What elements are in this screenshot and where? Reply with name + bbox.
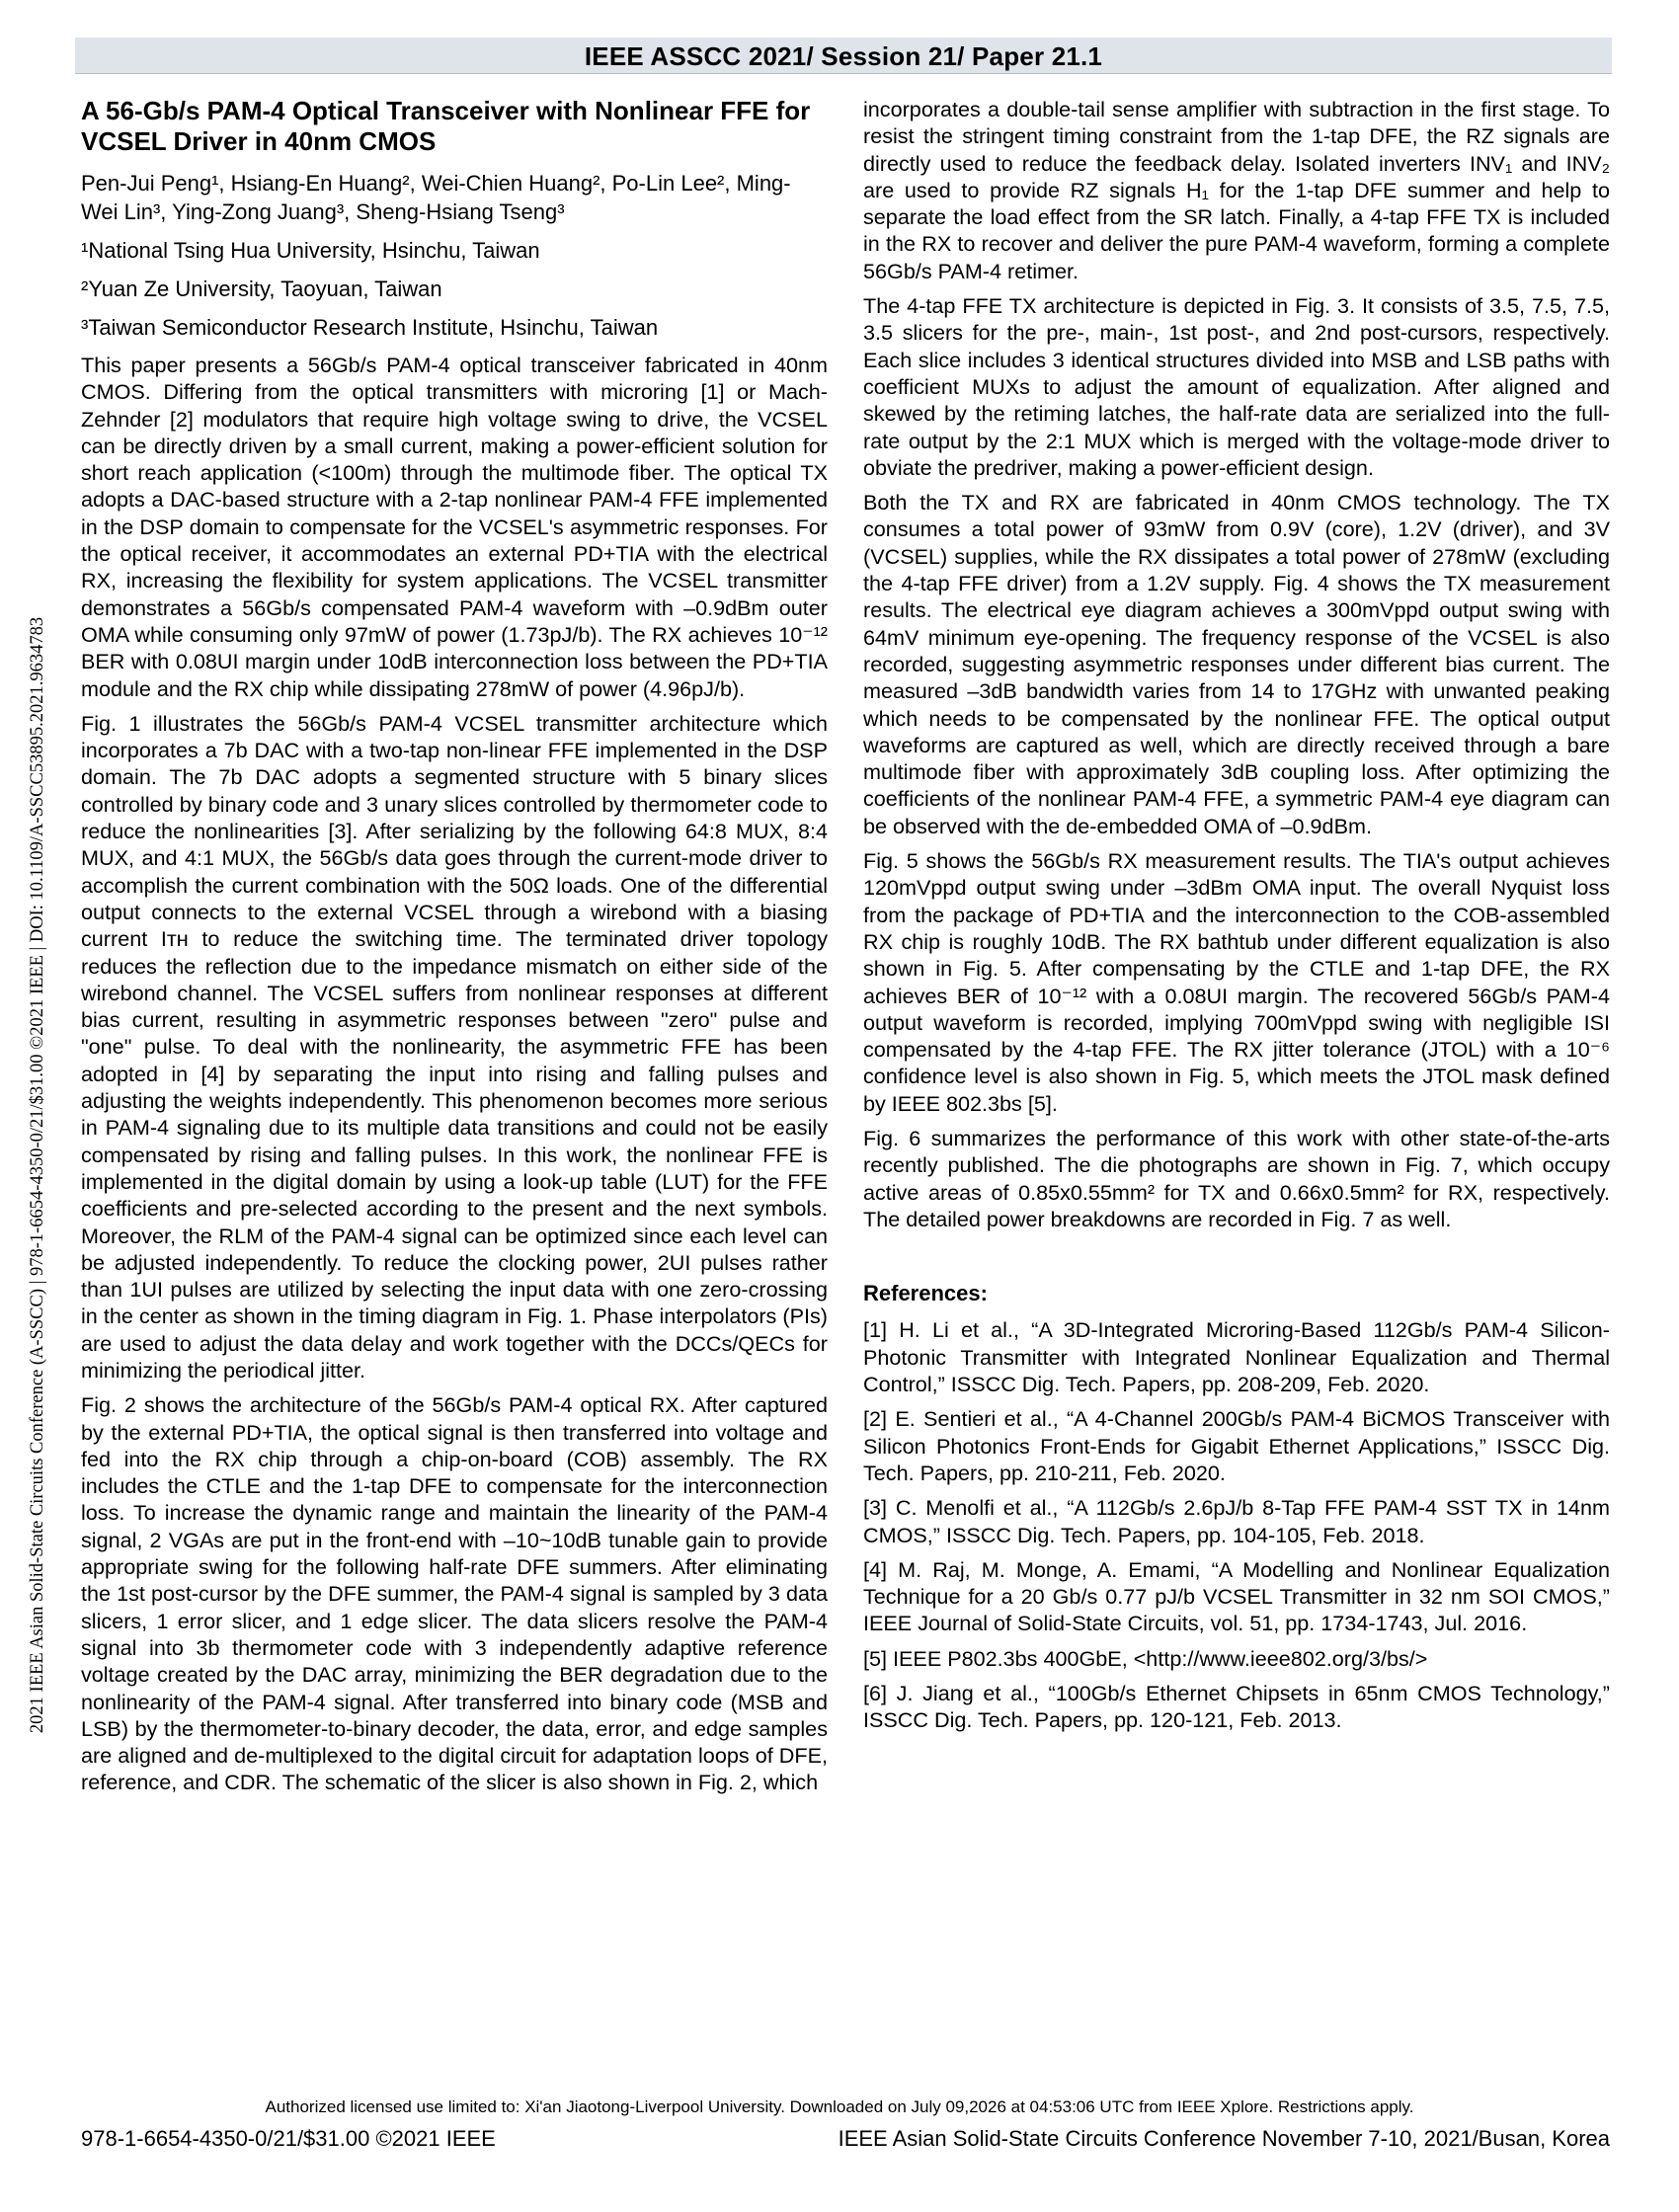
reference-item: [1] H. Li et al., “A 3D-Integrated Microring-Based 112Gb/s PAM-4 Silicon-Photonic Transmitter with Integrated Nonlinear Equalization and Thermal Control,” ISSCC Dig. Tech. Papers, pp. 208-209, Feb. 2020. [863,1317,1610,1397]
reference-item: [4] M. Raj, M. Monge, A. Emami, “A Modelling and Nonlinear Equalization Technique for a 20 Gb/s 0.77 pJ/b VCSEL Transmitter in 32 nm SOI CMOS,” IEEE Journal of Solid-State Circuits, vol. 51, pp. 1734-1743, Jul. 2016. [863,1556,1610,1636]
body-paragraph: The 4-tap FFE TX architecture is depicted in Fig. 3. It consists of 3.5, 7.5, 7.5, 3.5 slicers for the pre-, main-, 1st post-, and 2nd post-cursors, respectively. Each slice includes 3 identical structures divided into MSB and LSB paths with coefficient MUXs to adjust the amount of equalization. After aligned and skewed by the retiming latches, the half-rate data are serialized into the full-rate output by the 2:1 MUX which is merged with the voltage-mode driver to obviate the predriver, making a power-efficient design. [863,293,1610,480]
authorization-notice: Authorized licensed use limited to: Xi'an Jiaotong-Liverpool University. Downloaded on July 09,2026 at 04:53:06 UTC from IEEE Xplore. Restrictions apply. [265,2097,1414,2116]
affiliation-1: ¹National Tsing Hua University, Hsinchu, Taiwan [81,238,540,263]
body-paragraph: Fig. 6 summarizes the performance of this work with other state-of-the-arts recently published. The die photographs are shown in Fig. 7, which occupy active areas of 0.85x0.55mm² for TX and 0.66x0.5mm² for RX, respectively. The detailed power breakdowns are recorded in Fig. 7 as well. [863,1125,1610,1231]
reference-item: [2] E. Sentieri et al., “A 4-Channel 200Gb/s PAM-4 BiCMOS Transceiver with Silicon Photonics Front-Ends for Gigabit Ethernet Applications,” ISSCC Dig. Tech. Papers, pp. 210-211, Feb. 2020. [863,1406,1610,1485]
body-paragraph: incorporates a double-tail sense amplifier with subtraction in the first stage. To resist the stringent timing constraint from the 1-tap DFE, the RZ signals are directly used to reduce the feedback delay. Isolated inverters INV₁ and INV₂ are used to provide RZ signals H₁ for the 1-tap DFE summer and help to separate the load effect from the SR latch. Finally, a 4-tap FFE TX is included in the RX to recover and deliver the pure PAM-4 waveform, forming a complete 56Gb/s PAM-4 retimer. [863,97,1610,283]
reference-item: [3] C. Menolfi et al., “A 112Gb/s 2.6pJ/b 8-Tap FFE PAM-4 SST TX in 14nm CMOS,” ISSCC Dig. Tech. Papers, pp. 104-105, Feb. 2018. [863,1495,1610,1547]
reference-item: [5] IEEE P802.3bs 400GbE, <http://www.ieee802.org/3/bs/> [863,1645,1428,1671]
side-doi-text: 2021 IEEE Asian Solid-State Circuits Conference (A-SSCC) | 978-1-6654-4350-0/21/$31.00 ©2021 IEEE | DOI: 10.1109/A-SSCC53895.2021.9634783 [28,616,47,1734]
body-paragraph: Fig. 2 shows the architecture of the 56Gb/s PAM-4 optical RX. After captured by the external PD+TIA, the optical signal is then transferred into voltage and fed into the RX chip through a chip-on-board (COB) assembly. The RX includes the CTLE and the 1-tap DFE to compensate for the interconnection loss. To increase the dynamic range and maintain the linearity of the PAM-4 signal, 2 VGAs are put in the front-end with –10~10dB tunable gain to provide appropriate swing for the following half-rate DFE summers. After eliminating the 1st post-cursor by the DFE summer, the PAM-4 signal is sampled by 3 data slicers, 1 error slicer, and 1 edge slicer. The data slicers resolve the PAM-4 signal into 3b thermometer code with 3 independently adaptive reference voltage created by the DAC array, minimizing the BER degradation due to the nonlinearity of the PAM-4 signal. After transferred into binary code (MSB and LSB) by the thermometer-to-binary decoder, the data, error, and edge samples are aligned and de-multiplexed to the digital circuit for adaptation loops of DFE, reference, and CDR. The schematic of the slicer is also shown in Fig. 2, which [81,1392,828,1795]
body-paragraph: Fig. 1 illustrates the 56Gb/s PAM-4 VCSEL transmitter architecture which incorporates a 7b DAC with a two-tap non-linear FFE implemented in the DSP domain. The 7b DAC adopts a segmented structure with 5 binary slices controlled by binary code and 3 unary slices controlled by thermometer code to reduce the nonlinearities [3]. After serializing by the following 64:8 MUX, 8:4 MUX, and 4:1 MUX, the 56Gb/s data goes through the current-mode driver to accomplish the current combination with the 50Ω loads. One of the differential output connects to the external VCSEL through a wirebond with a biasing current Iᴛʜ to reduce the switching time. The terminated driver topology reduces the reflection due to the impedance mismatch on either side of the wirebond channel. The VCSEL suffers from nonlinear responses at different bias current, resulting in asymmetric responses between "zero" pulse and "one" pulse. To deal with the nonlinearity, the asymmetric FFE has been adopted in [4] by separating the input into rising and falling pulses and adjusting the weights independently. This phenomenon becomes more serious in PAM-4 signaling due to its multiple data transitions and could not be easily compensated by rising and falling pulses. In this work, the nonlinear FFE is implemented in the digital domain by using a look-up table (LUT) for the FFE coefficients and pre-selected according to the present and the next symbols. Moreover, the RLM of the PAM-4 signal can be optimized since each level can be adjusted independently. To reduce the clocking power, 2UI pulses rather than 1UI pulses are utilized by selecting the input data with one zero-crossing in the center as shown in the timing diagram in Fig. 1. Phase interpolators (PIs) are used to adjust the data delay and work together with the DCCs/QECs for minimizing the periodical jitter. [81,710,828,1382]
body-paragraph: Fig. 5 shows the 56Gb/s RX measurement results. The TIA's output achieves 120mVppd output swing under –3dBm OMA input. The overall Nyquist loss from the package of PD+TIA and the interconnection to the COB-assembled RX chip is roughly 10dB. The RX bathtub under different equalization is also shown in Fig. 5. After compensating by the CTLE and 1-tap DFE, the RX achieves BER of 10⁻¹² with a 0.08UI margin. The recovered 56Gb/s PAM-4 output waveform is recorded, implying 700mVppd swing with negligible ISI compensated by the 4-tap FFE. The RX jitter tolerance (JTOL) with a 10⁻⁶ confidence level is also shown in Fig. 5, which meets the JTOL mask defined by IEEE 802.3bs [5]. [863,848,1610,1116]
reference-item: [6] J. Jiang et al., “100Gb/s Ethernet Chipsets in 65nm CMOS Technology,” ISSCC Dig. Tech. Papers, pp. 120-121, Feb. 2013. [863,1681,1610,1733]
body-paragraph: Both the TX and RX are fabricated in 40nm CMOS technology. The TX consumes a total power of 93mW from 0.9V (core), 1.2V (driver), and 3V (VCSEL) supplies, while the RX dissipates a total power of 278mW (excluding the 4-tap FFE driver) from a 1.2V supply. Fig. 4 shows the TX measurement results. The electrical eye diagram achieves a 300mVppd output swing with 64mV minimum eye-opening. The frequency response of the VCSEL is also recorded, suggesting asymmetric responses under different bias current. The measured –3dB bandwidth varies from 14 to 17GHz with unwanted peaking which needs to be compensated by the nonlinear FFE. The optical output waveforms are captured as well, which are directly received through a bare multimode fiber with approximately 3dB coupling loss. After optimizing the coefficients of the nonlinear PAM-4 FFE, a symmetric PAM-4 eye diagram can be observed with the de-embedded OMA of –0.9dBm. [863,490,1610,838]
paper-title: A 56-Gb/s PAM-4 Optical Transceiver with Nonlinear FFE for VCSEL Driver in 40nm CMOS [81,96,811,156]
footer-isbn: 978-1-6654-4350-0/21/$31.00 ©2021 IEEE [81,2126,496,2151]
page-header-bar [75,38,1612,74]
body-paragraph: This paper presents a 56Gb/s PAM-4 optical transceiver fabricated in 40nm CMOS. Differing from the optical transmitters with microring [1] or Mach-Zehnder [2] modulators that require high voltage swing to drive, the VCSEL can be directly driven by a small current, making a power-efficient solution for short reach application (<100m) through the multimode fiber. The optical TX adopts a DAC-based structure with a 2-tap nonlinear PAM-4 FFE implemented in the DSP domain to compensate for the VCSEL's asymmetric responses. For the optical receiver, it accommodates an external PD+TIA with the electrical RX, increasing the flexibility for system applications. The VCSEL transmitter demonstrates a 56Gb/s compensated PAM-4 waveform with –0.9dBm outer OMA while consuming only 97mW of power (1.73pJ/b). The RX achieves 10⁻¹² BER with 0.08UI margin under 10dB interconnection loss between the PD+TIA module and the RX chip while dissipating 278mW of power (4.96pJ/b). [81,353,828,701]
footer-conference: IEEE Asian Solid-State Circuits Conference November 7-10, 2021/Busan, Korea [838,2126,1610,2151]
left-column [81,96,828,1804]
session-header: IEEE ASSCC 2021/ Session 21/ Paper 21.1 [584,41,1103,71]
affiliation-3: ³Taiwan Semiconductor Research Institute, Hsinchu, Taiwan [81,315,659,340]
right-column [863,96,1610,1742]
author-list: Pen-Jui Peng¹, Hsiang-En Huang², Wei-Chien Huang², Po-Lin Lee², Ming-Wei Lin³, Ying-Zong Juang³, Sheng-Hsiang Tseng³ [81,171,791,224]
affiliation-2: ²Yuan Ze University, Taoyuan, Taiwan [81,276,442,301]
references-heading: References: [863,1281,988,1306]
